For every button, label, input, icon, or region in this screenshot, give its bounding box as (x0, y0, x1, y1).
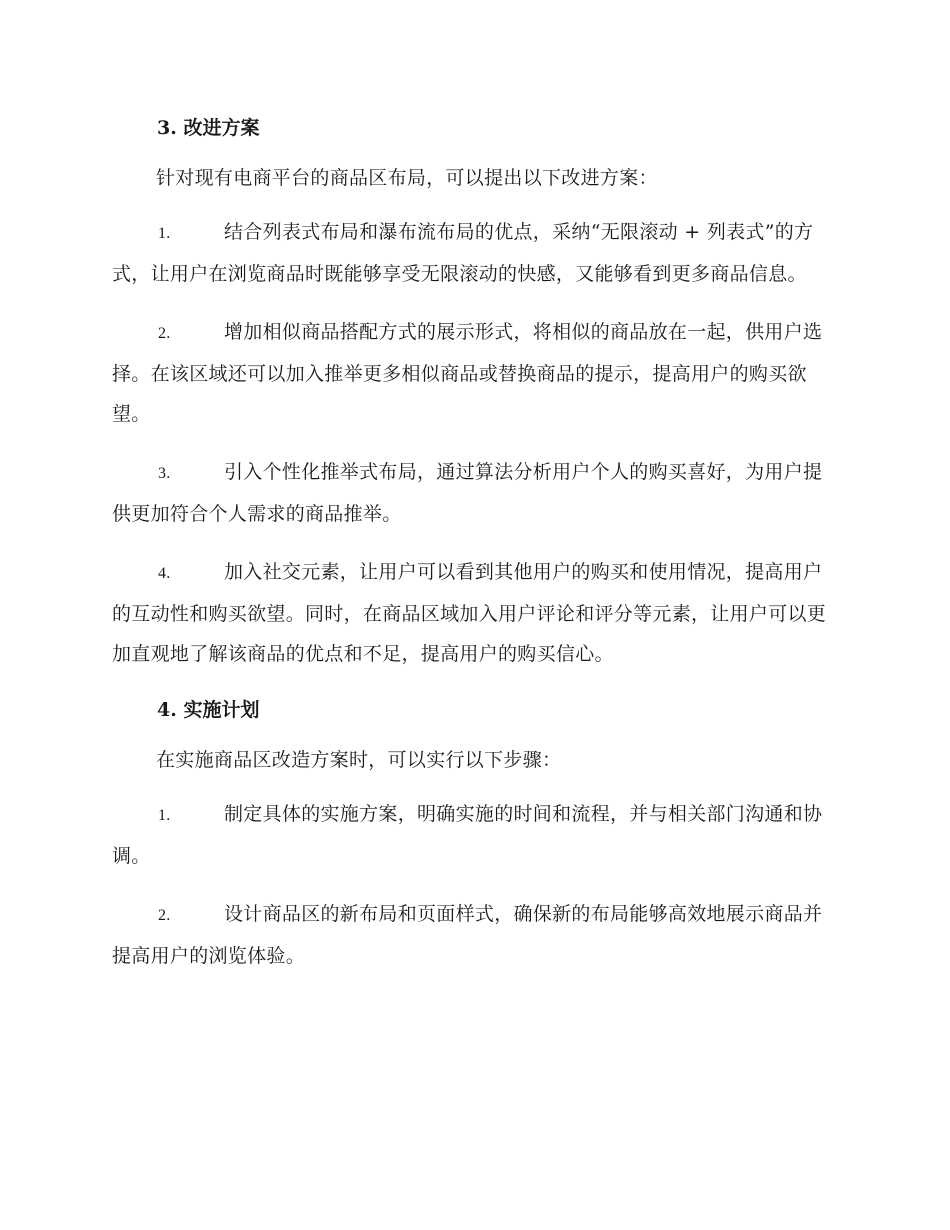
list-text: 增加相似商品搭配方式的展示形式，将相似的商品放在一起，供用户选择。在该区域还可以加入推举更多相似商品或替换商品的提示，提高用户的购买欲望。 (112, 321, 823, 425)
list-text: 结合列表式布局和瀑布流布局的优点，采纳“无限滚动 + 列表式”的方式，让用户在浏览商品时既能够享受无限滚动的快感，又能够看到更多商品信息。 (112, 221, 814, 285)
list-item (112, 894, 834, 976)
list-number: 3. (158, 465, 171, 482)
list-number: 4. (158, 565, 171, 582)
section-intro: 在实施商品区改造方案时，可以实行以下步骤： (156, 749, 562, 771)
list-text: 加入社交元素，让用户可以看到其他用户的购买和使用情况，提高用户的互动性和购买欲望。同时，在商品区域加入用户评论和评分等元素，让用户可以更加直观地了解该商品的优点和不足，提高用户的购买信心。 (112, 561, 827, 665)
list-text: 设计商品区的新布局和页面样式，确保新的布局能够高效地展示商品并提高用户的浏览体验。 (112, 903, 823, 967)
section-heading: 4. 实施计划 (157, 699, 260, 721)
list-number: 2. (158, 907, 171, 924)
list-item (112, 312, 834, 434)
list-item (112, 794, 834, 876)
section-intro: 针对现有电商平台的商品区布局，可以提出以下改进方案： (156, 167, 658, 189)
list-item (112, 212, 834, 294)
list-number: 1. (158, 225, 171, 242)
document-content (112, 110, 834, 994)
list-number: 1. (158, 807, 171, 824)
list-number: 2. (158, 325, 171, 342)
list-item (112, 552, 834, 674)
section-implementation-plan (112, 692, 834, 976)
list-item (112, 452, 834, 534)
section-heading: 3. 改进方案 (157, 117, 260, 139)
list-text: 制定具体的实施方案，明确实施的时间和流程，并与相关部门沟通和协调。 (112, 803, 823, 867)
section-improvement-plan (112, 110, 834, 674)
list-text: 引入个性化推举式布局，通过算法分析用户个人的购买喜好，为用户提供更加符合个人需求的商品推举。 (112, 461, 823, 525)
